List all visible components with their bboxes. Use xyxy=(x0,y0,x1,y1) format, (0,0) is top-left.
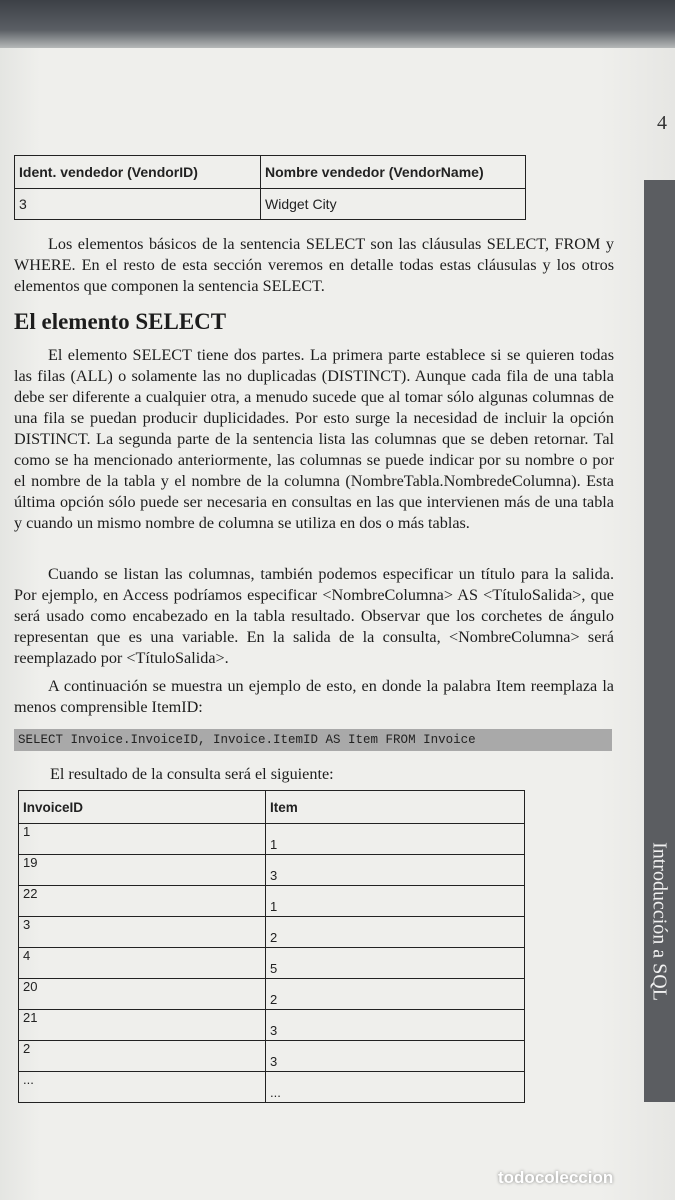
table-header: Nombre vendedor (VendorName) xyxy=(261,156,526,189)
table-header: InvoiceID xyxy=(19,791,266,824)
table-row xyxy=(19,917,525,948)
table-cell: ... xyxy=(19,1072,266,1103)
table-cell: 3 xyxy=(266,855,525,886)
table-cell: 20 xyxy=(19,979,266,1010)
table-cell: 2 xyxy=(19,1041,266,1072)
table-cell: 2 xyxy=(266,917,525,948)
paragraph: Cuando se listan las columnas, también podemos especificar un título para la salida. Por ejemplo, en Access podríamos especificar <NombreColumna> AS <TítuloSalida>, que será usado como encabezado en la tabla resultado. Observar que los corchetes de ángulo representan que es una variable. En la salida de la consulta, <NombreColumna> será reemplazado por <TítuloSalida>. xyxy=(14,565,614,667)
table-cell: 2 xyxy=(266,979,525,1010)
page-number: 4 xyxy=(657,112,667,134)
table-row xyxy=(19,948,525,979)
table-row xyxy=(19,1010,525,1041)
table-cell: 21 xyxy=(19,1010,266,1041)
paragraph: Los elementos básicos de la sentencia SELECT son las cláusulas SELECT, FROM y WHERE. En el resto de esta sección veremos en detalle todas estas cláusulas y los otros elementos que componen la sentencia SELECT. xyxy=(14,235,614,295)
table-cell: 4 xyxy=(19,948,266,979)
table-cell: 3 xyxy=(266,1010,525,1041)
table-row xyxy=(19,979,525,1010)
table-cell: 3 xyxy=(19,917,266,948)
table-row xyxy=(19,1072,525,1103)
table-row xyxy=(19,1041,525,1072)
watermark: todocoleccion xyxy=(498,1168,614,1187)
table-row xyxy=(19,824,525,855)
table-cell: 19 xyxy=(19,855,266,886)
table-header-row xyxy=(15,156,526,189)
paragraph: El elemento SELECT tiene dos partes. La primera parte establece si se quieren todas las filas (ALL) o solamente las no duplicadas (DISTINCT). Aunque cada fila de una tabla debe ser diferente a cualquier otra, a menudo sucede que al tomar sólo algunas columnas de una fila se puedan producir duplicidades. Por esto surge la necesidad de incluir la opción DISTINCT. La segunda parte de la sentencia lista las columnas que se deben retornar. Tal como se ha mencionado anteriormente, las columnas se puede indicar por su nombre o por el nombre de la tabla y el nombre de la columna (NombreTabla.NombredeColumna). Esta última opción sólo puede ser necesaria en consultas en las que intervienen más de una tabla y cuando un mismo nombre de columna se utiliza en dos o más tablas. xyxy=(14,346,614,532)
table-cell: 5 xyxy=(266,948,525,979)
table-cell: 22 xyxy=(19,886,266,917)
table-row xyxy=(15,189,526,220)
vendor-table xyxy=(14,155,526,220)
side-tab-text: Introducción a SQL xyxy=(648,842,671,1001)
result-table xyxy=(18,790,525,1103)
table-cell: ... xyxy=(266,1072,525,1103)
table-cell: 1 xyxy=(19,824,266,855)
table-cell: Widget City xyxy=(261,189,526,220)
table-cell: 1 xyxy=(266,886,525,917)
table-row xyxy=(19,855,525,886)
sql-code-line: SELECT Invoice.InvoiceID, Invoice.ItemID AS Item FROM Invoice xyxy=(14,729,612,751)
chapter-side-tab-label xyxy=(644,810,675,1040)
table-cell: 3 xyxy=(15,189,261,220)
table-row xyxy=(19,886,525,917)
table-header: Ident. vendedor (VendorID) xyxy=(15,156,261,189)
paragraph: A continuación se muestra un ejemplo de esto, en donde la palabra Item reemplaza la menos comprensible ItemID: xyxy=(14,677,614,716)
section-heading: El elemento SELECT xyxy=(14,309,227,334)
paragraph: El resultado de la consulta será el siguiente: xyxy=(50,765,334,783)
table-cell: 3 xyxy=(266,1041,525,1072)
table-header-row xyxy=(19,791,525,824)
table-cell: 1 xyxy=(266,824,525,855)
table-header: Item xyxy=(266,791,525,824)
